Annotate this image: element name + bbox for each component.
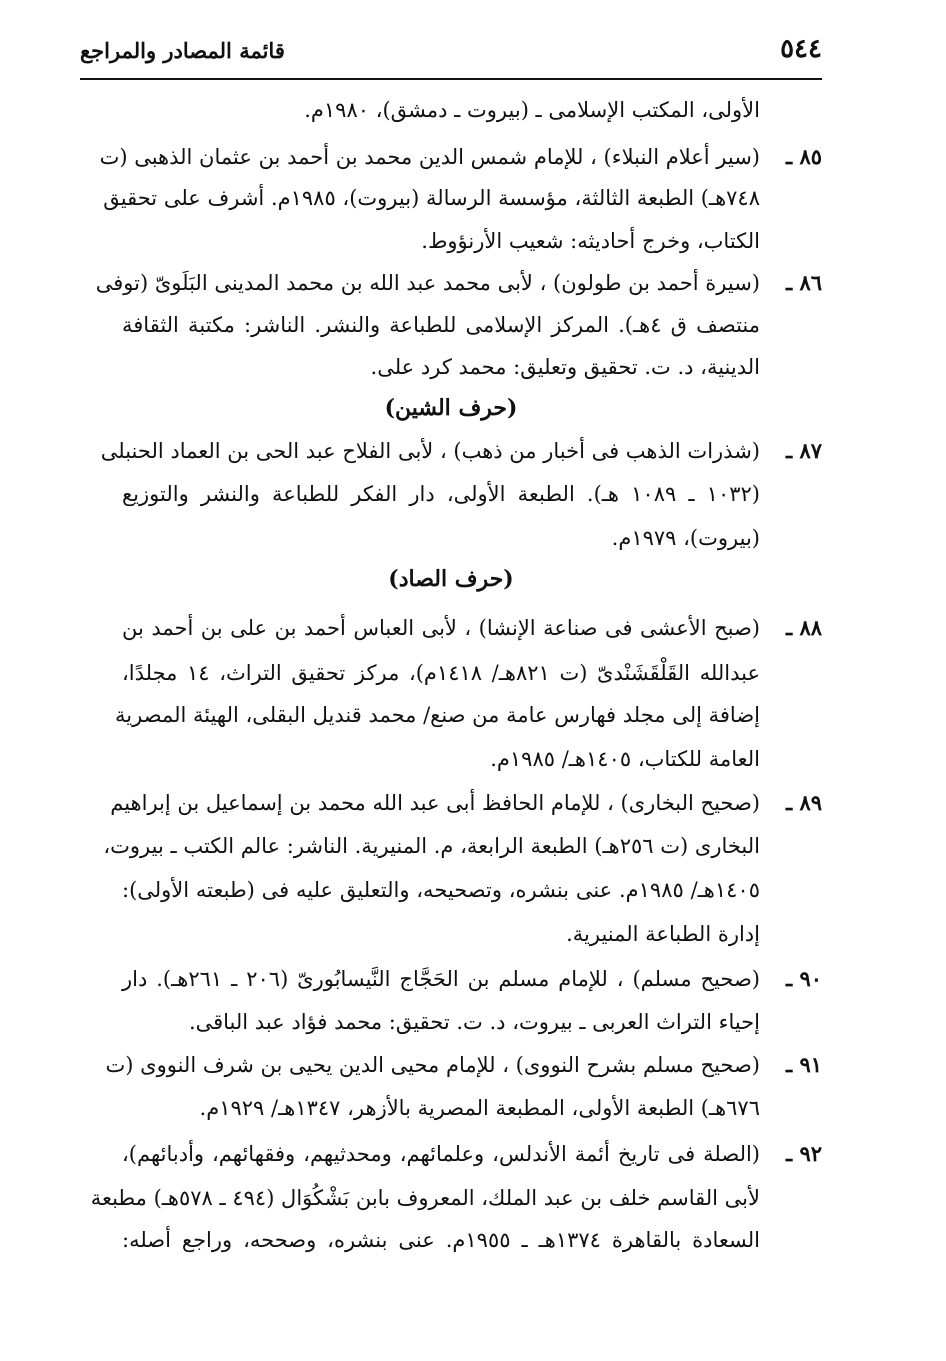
entry-number: ٩٠ ـ [785, 966, 822, 991]
entry-line: (صحيح مسلم بشرح النووى) ، للإمام محيى الدين يحيى بن شرف النووى (ت [105, 1053, 760, 1077]
page-header [80, 30, 822, 80]
section-heading: (حرف الصاد) [388, 566, 514, 592]
continuation-line: الكتاب، وخرج أحاديثه: شعيب الأرنؤوط. [421, 229, 760, 253]
running-title: قائمة المصادر والمراجع [80, 38, 285, 63]
continuation-line: (١٠٣٢ ـ ١٠٨٩ هـ). الطبعة الأولى، دار الفكر للطباعة والنشر والتوزيع [122, 482, 760, 506]
entry-number: ٩٢ ـ [785, 1141, 822, 1166]
entry-number: ٨٦ ـ [785, 270, 822, 295]
continuation-line: عبدالله القَلْقَشَنْدىّ (ت ٨٢١هـ/ ١٤١٨م)، مركز تحقيق التراث، ١٤ مجلدًا، [122, 661, 760, 685]
continuation-line: الأولى، المكتب الإسلامى ـ (بيروت ـ دمشق)، ١٩٨٠م. [304, 98, 760, 122]
entry-number: ٨٨ ـ [785, 615, 822, 640]
continuation-line: إحياء التراث العربى ـ بيروت، د. ت. تحقيق: محمد فؤاد عبد الباقى. [188, 1010, 760, 1034]
entry-line: (سيرة أحمد بن طولون) ، لأبى محمد عبد الله بن محمد المدينى البَلَوىّ (توفى [95, 271, 760, 295]
section-heading: (حرف الشين) [384, 395, 518, 421]
page-number: ٥٤٤ [780, 34, 822, 64]
continuation-line: ٧٤٨هـ) الطبعة الثالثة، مؤسسة الرسالة (بيروت)، ١٩٨٥م. أشرف على تحقيق [103, 186, 760, 210]
entry-line: (الصلة فى تاريخ أئمة الأندلس، وعلمائهم، ومحدثيهم، وفقهائهم، وأدبائهم)، [122, 1142, 760, 1166]
continuation-line: إدارة الطباعة المنيرية. [566, 922, 760, 946]
continuation-line: إضافة إلى مجلد فهارس عامة من صنع/ محمد قنديل البقلى، الهيئة المصرية [115, 703, 760, 727]
entry-line: (صحيح البخارى) ، للإمام الحافظ أبى عبد الله محمد بن إسماعيل بن إبراهيم [110, 791, 760, 815]
entry-number: ٨٧ ـ [785, 438, 822, 463]
continuation-line: (بيروت)، ١٩٧٩م. [611, 526, 760, 550]
continuation-line: الدينية، د. ت. تحقيق وتعليق: محمد كرد على. [370, 355, 760, 379]
continuation-line: السعادة بالقاهرة ١٣٧٤هـ ـ ١٩٥٥م. عنى بنشره، وصححه، وراجع أصله: [122, 1228, 761, 1252]
entry-number: ٩١ ـ [785, 1052, 822, 1077]
continuation-line: ٦٧٦هـ) الطبعة الأولى، المطبعة المصرية بالأزهر، ١٣٤٧هـ/ ١٩٢٩م. [199, 1096, 760, 1120]
entry-line: (صبح الأعشى فى صناعة الإنشا) ، لأبى العباس أحمد بن على بن أحمد بن [122, 616, 760, 640]
continuation-line: ١٤٠٥هـ/ ١٩٨٥م. عنى بنشره، وتصحيحه، والتعليق عليه فى (طبعته الأولى): [122, 878, 760, 902]
entry-line: (سير أعلام النبلاء) ، للإمام شمس الدين محمد بن أحمد بن عثمان الذهبى (ت [99, 145, 760, 169]
entry-line: (صحيح مسلم) ، للإمام مسلم بن الحَجَّاج النَّيسابُورىّ (٢٠٦ ـ ٢٦١هـ). دار [122, 967, 760, 991]
continuation-line: لأبى القاسم خلف بن عبد الملك، المعروف بابن بَشْكُوَال (٤٩٤ ـ ٥٧٨هـ) مطبعة [90, 1186, 760, 1210]
continuation-line: منتصف ق ٤هـ). المركز الإسلامى للطباعة والنشر. الناشر: مكتبة الثقافة [122, 313, 761, 337]
entry-line: (شذرات الذهب فى أخبار من ذهب) ، لأبى الفلاح عبد الحى بن العماد الحنبلى [100, 439, 760, 463]
entry-number: ٨٩ ـ [785, 790, 822, 815]
continuation-line: العامة للكتاب، ١٤٠٥هـ/ ١٩٨٥م. [490, 747, 760, 771]
entry-number: ٨٥ ـ [785, 144, 822, 169]
continuation-line: البخارى (ت ٢٥٦هـ) الطبعة الرابعة، م. المنيرية. الناشر: عالم الكتب ـ بيروت، [103, 834, 760, 858]
